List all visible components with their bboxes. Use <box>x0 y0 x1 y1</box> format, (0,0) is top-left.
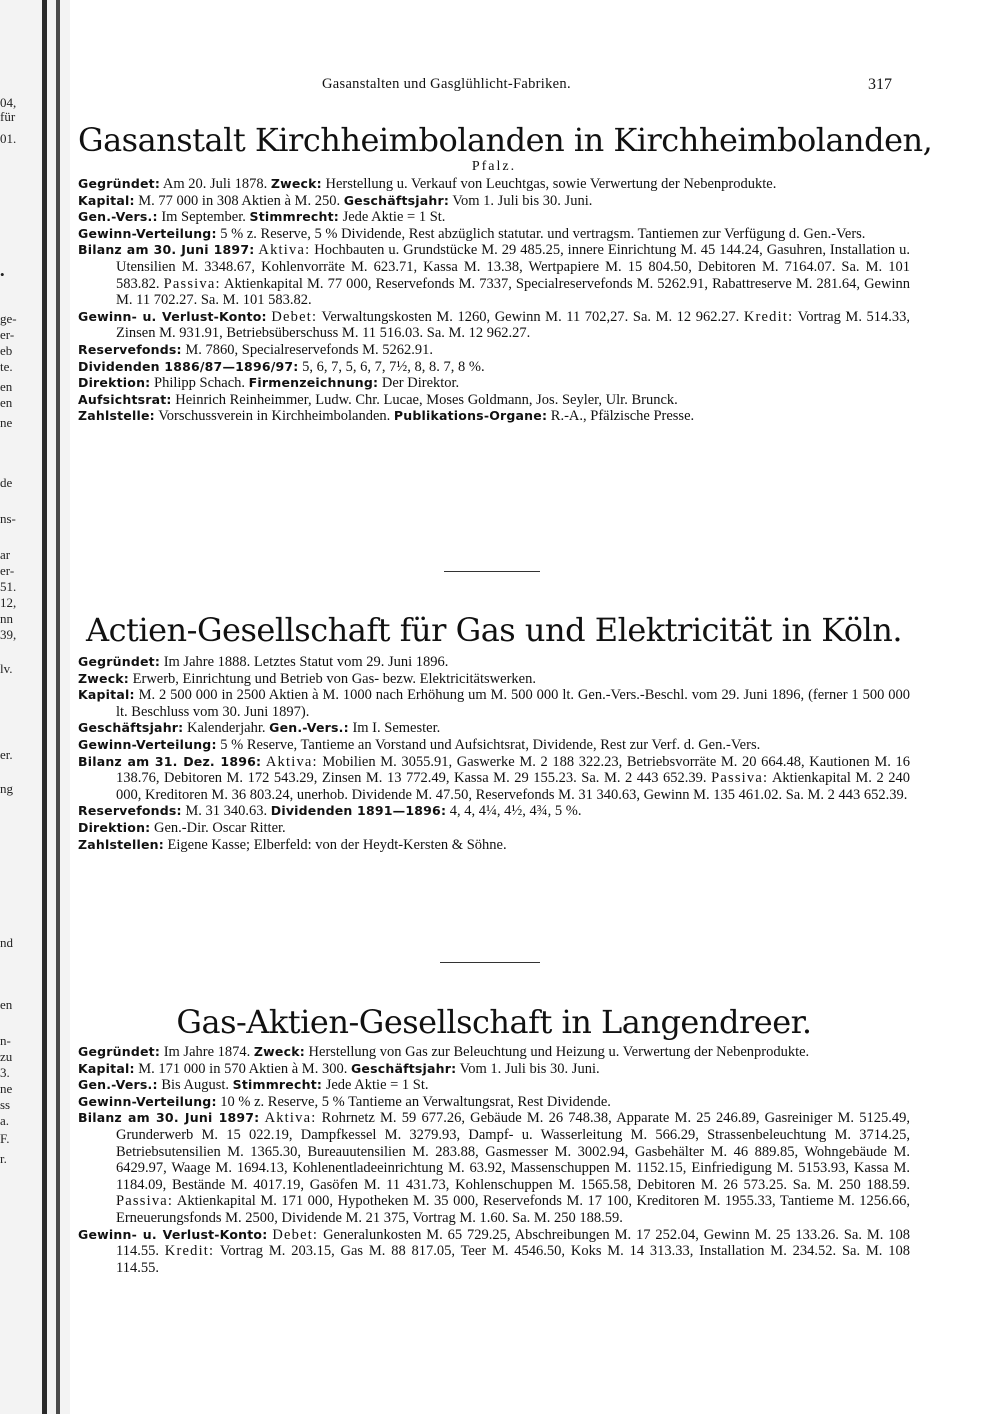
field-label: Zahlstellen: <box>78 836 164 852</box>
field-text: M. 7860, Specialreservefonds M. 5262.91. <box>181 341 434 358</box>
field-text: 4, 4, 4¼, 4½, 4¾, 5 %. <box>446 803 582 820</box>
field-label: Aufsichtsrat: <box>78 391 172 407</box>
section-body <box>78 176 910 425</box>
section-divider <box>440 962 540 963</box>
field-label: Gen.-Vers.: <box>269 720 349 736</box>
field-text: Im I. Semester. <box>348 720 441 737</box>
gutter-rule <box>56 0 60 1414</box>
margin-fragment: ss <box>0 1097 11 1112</box>
field-label: Zweck: <box>253 1044 305 1059</box>
field-text: 5 % z. Reserve, 5 % Dividende, Rest abzüglich statutar. und vertragsm. Tantiemen zur Verfügung d. Gen.-Vers. <box>216 225 866 242</box>
entry <box>78 209 910 226</box>
margin-fragment: r. <box>0 1151 7 1166</box>
spaced-label: Aktiva: <box>258 242 311 259</box>
field-text: Erwerb, Einrichtung und Betrieb von Gas- bezw. Elektricitätswerken. <box>129 670 536 687</box>
entry <box>78 803 910 820</box>
field-label: Gegründet: <box>78 654 161 669</box>
field-text: Vom 1. Juli bis 30. Juni. <box>449 192 593 209</box>
margin-fragment: für <box>0 109 16 124</box>
entry <box>78 242 910 308</box>
section-body <box>78 654 910 853</box>
field-text: Vortrag M. 203.15, Gas M. 88 817.05, Teer M. 4546.50, Koks M. 14 313.33, Installation M. 234.52. Sa. M. 108 114.55. <box>116 1243 910 1276</box>
margin-fragment: zu <box>0 1049 13 1064</box>
field-text: Bis August. <box>157 1077 233 1094</box>
field-text: M. 31 340.63. <box>181 803 271 820</box>
margin-fragment: 04, <box>0 95 17 110</box>
field-text: M. 77 000 in 308 Aktien à M. 250. <box>134 192 344 209</box>
entry <box>78 687 910 720</box>
entry <box>78 226 910 243</box>
field-label: Kapital: <box>78 1060 135 1076</box>
field-text: Kalenderjahr. <box>183 720 270 737</box>
field-label: Gewinn- u. Verlust-Konto: <box>78 308 267 324</box>
field-label: Geschäftsjahr: <box>350 1060 457 1076</box>
field-text: Verwaltungskosten M. 1260, Gewinn M. 11 702,27. Sa. M. 12 962.27. <box>317 308 744 325</box>
field-label: Firmenzeichnung: <box>248 375 379 391</box>
field-text: Der Direktor. <box>378 375 460 392</box>
field-text: Herstellung von Gas zur Beleuchtung und Heizung u. Verwertung der Nebenprodukte. <box>304 1044 810 1060</box>
field-text: Heinrich Reinheimmer, Ludw. Chr. Lucae, Moses Goldmann, Jos. Seyler, Ulr. Brunck. <box>171 391 678 408</box>
margin-fragment: te. <box>0 359 13 374</box>
company-section-koeln <box>78 612 910 853</box>
field-label: Direktion: <box>78 819 151 835</box>
field-label: Reservefonds: <box>78 803 182 819</box>
entry <box>78 837 910 854</box>
field-label: Direktion: <box>78 375 151 391</box>
field-label: Zahlstelle: <box>78 408 155 424</box>
field-text: Philipp Schach. <box>150 375 249 392</box>
entry <box>78 1044 910 1061</box>
field-text: Vom 1. Juli bis 30. Juni. <box>456 1060 600 1077</box>
field-label: Gegründet: <box>78 176 161 191</box>
entry <box>78 1110 910 1226</box>
field-text: Aktienkapital M. 171 000, Hypotheken M. 35 000, Reservefonds M. 17 100, Kreditoren M. 1955.33, Tantieme M. 1256.66, Erneuerungsfonds M. 2500, Dividende M. 21 375, Vortrag M. 1.60. Sa. M. 250 188.59. <box>116 1193 910 1226</box>
field-label: Reservefonds: <box>78 341 182 357</box>
field-text: Mobilien M. 3055.91, Gaswerke M. 2 188 322.23, Betriebsvorräte M. 20 664.48, Kautionen M. 16 138.76, Debitoren M. 172 543.29, Zinsen M. 13 772.49, Kassa M. 29 155.23. Sa. M. 2 443 652.39. <box>116 753 910 787</box>
margin-fragment: lv. <box>0 661 13 676</box>
field-label: Bilanz am 31. Dez. 1896: <box>78 753 262 769</box>
entry <box>78 309 910 342</box>
margin-fragment: F. <box>0 1131 10 1146</box>
margin-fragment: ge- <box>0 311 17 326</box>
section-subtitle: Pfalz. <box>471 159 517 174</box>
margin-fragment: 3. <box>0 1065 10 1080</box>
field-text: Herstellung u. Verkauf von Leuchtgas, sowie Verwertung der Nebenprodukte. <box>321 176 777 192</box>
section-divider <box>444 571 540 572</box>
entry <box>78 737 910 754</box>
margin-fragment: • <box>0 267 5 282</box>
entry <box>78 754 910 804</box>
margin-fragment: er- <box>0 563 15 578</box>
entry <box>78 671 910 688</box>
field-text: Im Jahre 1888. Letztes Statut vom 29. Juni 1896. <box>160 654 449 670</box>
margin-fragment: 01. <box>0 131 17 146</box>
entry <box>78 342 910 359</box>
margin-fragment: ne <box>0 1081 13 1096</box>
field-text: Jede Aktie = 1 St. <box>322 1077 429 1094</box>
margin-fragment: en <box>0 379 13 394</box>
entry <box>78 375 910 392</box>
field-label: Geschäftsjahr: <box>78 720 184 736</box>
entry <box>78 720 910 737</box>
entry <box>78 193 910 210</box>
margin-fragment: ne <box>0 415 13 430</box>
margin-fragment: ns- <box>0 511 16 526</box>
page-number: 317 <box>868 76 892 93</box>
margin-fragment: 39, <box>0 627 17 642</box>
field-text: Im Jahre 1874. <box>160 1044 254 1060</box>
section-title: Gasanstalt Kirchheimbolanden in Kirchheimbolanden, <box>78 121 933 159</box>
field-text: 5 % Reserve, Tantieme an Vorstand und Aufsichtsrat, Dividende, Rest zur Verf. d. Gen.-Vers. <box>216 736 761 753</box>
entry <box>78 1094 910 1111</box>
entry <box>78 820 910 837</box>
entry <box>78 408 910 425</box>
field-label: Gen.-Vers.: <box>78 1077 158 1093</box>
margin-fragment: ng <box>0 781 13 796</box>
field-label: Stimmrecht: <box>249 209 339 225</box>
spaced-label: Debet: <box>272 1226 319 1243</box>
field-text: Generalunkosten M. 65 729.25, Abschreibungen M. 17 252.04, Gewinn M. 25 133.26. Sa. M. 108 114.55. <box>116 1226 911 1260</box>
margin-fragment: en <box>0 395 13 410</box>
field-label: Kapital: <box>78 687 135 703</box>
field-text: Vorschussverein in Kirchheimbolanden. <box>154 408 394 425</box>
field-text: Am 20. Juli 1878. <box>160 176 271 192</box>
field-text: M. 2 500 000 in 2500 Aktien à M. 1000 nach Erhöhung um M. 500 000 lt. Gen.-Vers.-Beschl. vom 29. Juni 1896, (ferner 1 500 000 lt. Beschluss vom 30. Juni 1897). <box>116 687 910 720</box>
margin-fragment: n- <box>0 1033 11 1048</box>
field-text: Jede Aktie = 1 St. <box>338 209 446 226</box>
left-margin-gutter <box>0 0 70 1414</box>
field-label: Gen.-Vers.: <box>78 209 158 225</box>
spaced-label: Aktiva: <box>265 753 318 770</box>
margin-fragment: er. <box>0 747 13 762</box>
margin-fragment: en <box>0 997 13 1012</box>
section-title: Actien-Gesellschaft für Gas und Elektricität in Köln. <box>85 611 903 649</box>
page-header <box>0 76 1000 98</box>
entry <box>78 1077 910 1094</box>
field-text: 5, 6, 7, 5, 6, 7, 7½, 8, 8. 7, 8 %. <box>298 358 485 375</box>
field-label: Gegründet: <box>78 1044 161 1059</box>
spaced-label: Kredit: <box>743 308 794 325</box>
margin-fragment: nn <box>0 611 13 626</box>
entry <box>78 1061 910 1078</box>
field-text: Im September. <box>157 209 250 226</box>
spaced-label: Aktiva: <box>264 1110 317 1127</box>
company-section-kirchheimbolanden <box>78 121 933 425</box>
spaced-label: Passiva: <box>116 1193 174 1210</box>
field-label: Gewinn-Verteilung: <box>78 736 217 752</box>
field-label: Geschäftsjahr: <box>343 192 450 208</box>
field-label: Gewinn- u. Verlust-Konto: <box>78 1226 268 1242</box>
field-text: Aktienkapital M. 2 240 000, Kreditoren M. 36 803.24, unerhob. Dividende M. 47.50, Reservefonds M. 31 340.63, Gewinn M. 135 461.02. Sa. M. 2 443 652.39. <box>116 770 910 803</box>
field-label: Publikations-Organe: <box>393 408 548 424</box>
spaced-label: Passiva: <box>163 275 221 292</box>
spaced-label: Kredit: <box>164 1243 215 1260</box>
spaced-label: Debet: <box>271 308 318 325</box>
company-section-langendreer <box>78 1004 910 1276</box>
entry <box>78 392 910 409</box>
running-head: Gasanstalten und Gasglühlicht-Fabriken. <box>322 76 571 92</box>
field-label: Zweck: <box>270 176 322 191</box>
field-label: Gewinn-Verteilung: <box>78 1093 217 1109</box>
field-text: Gen.-Dir. Oscar Ritter. <box>150 819 286 836</box>
margin-fragment: eb <box>0 343 13 358</box>
field-text: 10 % z. Reserve, 5 % Tantieme an Verwaltungsrat, Rest Dividende. <box>216 1093 611 1110</box>
field-text: Hochbauten u. Grundstücke M. 29 485.25, innere Einrichtung M. 45 144.24, Gasuhren, Installation u. Utensilien M. 3348.67, Kohlenvorräte M. 623.71, Kassa M. 13.38, Wertpapiere M. 15 804.50, Debitoren M. 7164.07. Sa. M. 101 583.82. <box>116 242 910 292</box>
gutter-rule <box>42 0 47 1414</box>
entry <box>78 1227 910 1277</box>
field-label: Stimmrecht: <box>232 1077 323 1093</box>
margin-fragment: nd <box>0 935 13 950</box>
field-label: Bilanz am 30. Juni 1897: <box>78 1110 260 1126</box>
spaced-label: Passiva: <box>711 770 769 787</box>
field-text: Eigene Kasse; Elberfeld: von der Heydt-Kersten & Söhne. <box>163 836 507 853</box>
margin-fragment: 51. <box>0 579 17 594</box>
field-label: Dividenden 1886/87—1896/97: <box>78 358 299 374</box>
field-text: R.-A., Pfälzische Presse. <box>547 408 695 425</box>
field-text: Aktienkapital M. 77 000, Reservefonds M. 7337, Specialreservefonds M. 5262.91, Rabattreserve M. 281.64, Gewinn M. 11 702.27. Sa. M. 101 583.82. <box>116 275 910 309</box>
field-label: Zweck: <box>78 670 130 686</box>
margin-fragment: er- <box>0 327 15 342</box>
margin-fragment: a. <box>0 1113 10 1128</box>
field-label: Kapital: <box>78 192 135 208</box>
entry <box>78 654 910 671</box>
field-text: M. 171 000 in 570 Aktien à M. 300. <box>134 1060 351 1077</box>
field-text: Vortrag M. 514.33, Zinsen M. 931.91, Betriebsüberschuss M. 11 516.03. Sa. M. 12 962.27. <box>116 308 911 342</box>
margin-fragment: ar <box>0 547 11 562</box>
field-label: Gewinn-Verteilung: <box>78 225 217 241</box>
margin-fragment: de <box>0 475 13 490</box>
field-label: Bilanz am 30. Juni 1897: <box>78 242 255 258</box>
section-body <box>78 1044 910 1276</box>
section-title: Gas-Aktien-Gesellschaft in Langendreer. <box>176 1003 812 1041</box>
field-text: Rohrnetz M. 59 677.26, Gebäude M. 26 748.38, Apparate M. 25 246.89, Gasreiniger M. 5125.49, Grunderwerb M. 15 022.19, Dampfkessel M. 3279.93, Dampf- u. Wasserleitung M. 566.29, Strassenbeleuchtung M. 3714.25, Betriebsutensilien M. 1365.30, Bureauutensilien M. 283.88, Gasmesser M. 3002.94, Gasbehälter M. 46 889.85, Wohngebäude M. 6429.97, Waage M. 1694.13, Kohlenentladeeinrichtung M. 63.92, Massenschuppen M. 1152.15, Einfriedigung M. 5153.93, Kassa M. 1184.09, Bestände M. 4017.19, Gasöfen M. 11 431.73, Kohlenschuppen M. 1565.58, Debitoren M. 26 573.25. Sa. M. 250 188.59. <box>116 1110 910 1193</box>
entry <box>78 176 910 193</box>
margin-fragment: 12, <box>0 595 17 610</box>
field-label: Dividenden 1891—1896: <box>270 803 447 819</box>
entry <box>78 359 910 376</box>
